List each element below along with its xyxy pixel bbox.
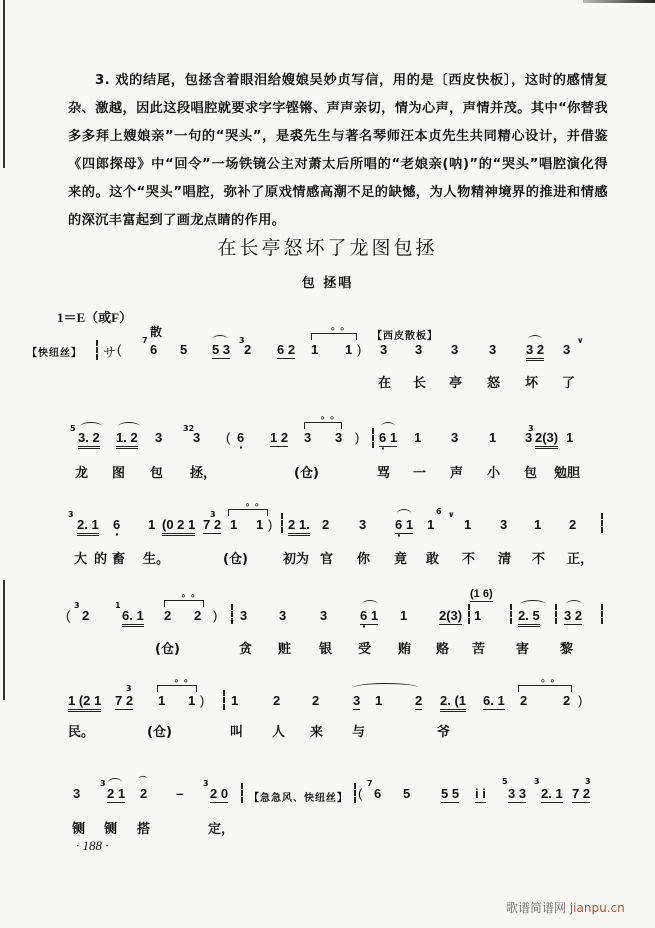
tempo-mark: 散 — [150, 325, 163, 339]
note: 3 3 — [508, 786, 527, 801]
note: 1 — [311, 342, 319, 357]
tremolo-mark — [157, 685, 197, 692]
score-line-1 — [0, 325, 655, 395]
note: 2 — [520, 693, 528, 708]
lyric: 人 — [272, 725, 286, 740]
prose-paragraph: 3. 戏的结尾，包拯含着眼泪给嫂娘吴妙贞写信，用的是〔西皮快板〕，这时的感情复杂、激越，因此这段唱腔就要求字字铿锵、声声亲切，情为心声，声情并茂。其中“你替我多多拜上嫂娘亲”一句的“哭头”，是裘先生与著名琴师汪本贞先生共同精心设计，并借鉴《四郎探母》中“回令”一场铁镜公主对萧太后所唱的“老娘亲(呐)”的“哭头”唱腔演化得来的。这个“哭头”唱腔，弥补了原戏情感高潮不足的缺憾，为人物精神境界的推进和情感的深沉丰富起到了画龙点睛的作用。 — [68, 73, 608, 228]
note: 5 5 — [441, 786, 460, 801]
note: 2 — [140, 786, 148, 801]
lyric: 坏 — [525, 376, 539, 391]
section-label: 【急急风、快纽丝】 — [249, 793, 348, 804]
lyric: 黎 — [560, 642, 574, 657]
lyric: 赃 — [278, 642, 292, 657]
note: サ — [103, 345, 117, 360]
note: 3 — [73, 786, 81, 801]
note: 2 — [273, 693, 281, 708]
note: 2. 5 — [518, 608, 540, 627]
lyric: 包 — [150, 466, 164, 481]
note: 7 2 — [572, 786, 591, 801]
note: 3 — [451, 342, 459, 357]
note: 6 1 · — [379, 430, 397, 447]
note: 6. 1 — [483, 693, 505, 708]
tremolo-mark — [518, 685, 572, 692]
note: ( — [226, 430, 231, 445]
note: 3 — [451, 430, 459, 445]
lyric: 一 — [413, 466, 427, 481]
grace-note: 3 — [100, 779, 106, 788]
score-line-2 — [0, 420, 655, 490]
section-label: 【西皮散板】 — [372, 331, 438, 342]
lyric: 骂 — [377, 466, 391, 481]
note: 2 1. — [288, 517, 310, 536]
note: ( — [66, 608, 71, 623]
note: 3 — [359, 517, 367, 532]
note: 3 — [489, 342, 497, 357]
bar-line — [468, 604, 470, 624]
lyric: 生。 — [143, 552, 170, 567]
note: 2. (1 — [440, 693, 466, 712]
lyric: 不 — [532, 552, 546, 567]
note: 5 — [180, 342, 188, 357]
note: 3 — [335, 430, 343, 445]
note: i i — [475, 786, 486, 801]
grace-note: 5 — [502, 777, 508, 786]
lyric: 怒 — [487, 376, 501, 391]
grace-note: 3 — [534, 777, 540, 786]
watermark — [506, 899, 625, 916]
note: 3 — [380, 342, 388, 357]
bar-line — [510, 604, 512, 624]
note: 3 — [155, 430, 163, 445]
lyric: 敢 — [426, 552, 440, 567]
watermark-site-name: 歌谱简谱网 — [506, 901, 567, 915]
note: 1 (2 1 — [68, 693, 101, 712]
note: – — [176, 786, 184, 801]
lyric: 小 — [487, 466, 501, 481]
lyric: 的 — [94, 552, 108, 567]
lyric: 长 — [413, 376, 427, 391]
bar-line — [354, 783, 356, 803]
grace-note: 5 — [70, 424, 76, 433]
grace-note: 3 — [68, 510, 74, 519]
note: 1 2 — [270, 430, 289, 445]
note: 3 — [193, 430, 201, 445]
page-edge-line — [3, 0, 5, 168]
lyric: 清 — [498, 552, 512, 567]
note: 2 — [563, 693, 571, 708]
grace-note: 32 — [183, 424, 195, 433]
note: ) — [578, 693, 583, 708]
score-line-4 — [0, 590, 655, 660]
note: 2. 1 — [541, 786, 563, 801]
note: 6 · — [237, 430, 244, 445]
note: 1 — [464, 517, 472, 532]
tremolo-mark — [164, 600, 204, 607]
key-signature: 1＝E（或F） — [57, 310, 133, 325]
lyric: 在 — [378, 376, 392, 391]
bar-line — [223, 690, 225, 710]
note: ) — [200, 693, 205, 708]
note: 1 — [231, 693, 239, 708]
note: 3 — [500, 517, 508, 532]
lyric: 民。 — [68, 725, 95, 740]
note: 1 — [427, 517, 435, 532]
bar-line — [372, 428, 374, 448]
note: 6 — [374, 786, 382, 801]
grace-note: 3 — [210, 510, 216, 519]
scan-edge — [583, 0, 655, 3]
lyric: 官 — [320, 552, 334, 567]
lyric: 正， — [567, 552, 594, 567]
lyric: 贿 — [398, 642, 412, 657]
lyric: 了 — [562, 376, 576, 391]
note: 6. 1 — [122, 608, 144, 627]
slur — [354, 683, 418, 692]
lyric: 定， — [208, 822, 235, 837]
note: 2 — [415, 693, 423, 708]
tremolo-mark — [304, 422, 342, 429]
note: 3 — [525, 430, 533, 445]
section-label: 【快纽丝】 — [27, 348, 82, 359]
note: 5 3 — [212, 342, 231, 357]
note: ) — [355, 430, 360, 445]
note: (1 6) — [470, 588, 493, 600]
note: 3 — [563, 342, 571, 357]
bar-line — [601, 604, 603, 624]
note: 1 — [345, 342, 353, 357]
note: ) — [357, 342, 362, 357]
note: 2 — [569, 517, 577, 532]
note: 2(3) — [439, 608, 463, 623]
bar-line — [281, 513, 283, 533]
note: 3 — [240, 608, 248, 623]
lyric: 大 — [74, 552, 88, 567]
grace-note: 7 — [367, 779, 373, 788]
note: 5 — [403, 786, 411, 801]
lyric: 贪 — [239, 642, 253, 657]
bar-line — [241, 783, 243, 803]
breath-mark: ∨ — [448, 510, 455, 519]
lyric: 勉 — [554, 466, 568, 481]
lyric: 亭 — [449, 376, 463, 391]
lyric: 与 — [352, 725, 366, 740]
lyric: (仓) — [155, 642, 180, 657]
grace-note: 3 — [126, 684, 132, 693]
lyric: 初为 — [283, 552, 310, 567]
note: 6 1 · — [360, 608, 378, 625]
note: ( — [117, 342, 122, 357]
lyric: 银 — [319, 642, 333, 657]
lyric: 铡 — [72, 822, 86, 837]
note: 7 2 — [115, 693, 134, 708]
note: 3 — [320, 608, 328, 623]
lyric: 叫 — [230, 725, 244, 740]
note: 3 — [353, 693, 361, 708]
bar-line — [96, 340, 98, 360]
bar-line — [231, 604, 233, 624]
note: 1 — [534, 517, 542, 532]
lyric: 畜 — [112, 552, 126, 567]
note: 2. 1 — [77, 517, 99, 536]
note: (0 2 1 — [162, 517, 195, 536]
grace-note: 7 — [142, 336, 148, 345]
lyric: 声 — [450, 466, 464, 481]
score-line-5 — [0, 680, 655, 750]
grace-note: 3 — [239, 336, 245, 345]
note: ) — [213, 608, 218, 623]
watermark-url: jianpu.cn — [569, 901, 625, 915]
grace-note: 1 — [115, 601, 121, 610]
note: 6 — [150, 342, 158, 357]
lyric: 竟 — [394, 552, 408, 567]
song-title: 在长亭怒坏了龙图包拯 — [217, 237, 438, 259]
fermata: ⌒ — [139, 776, 147, 785]
lyric: 爷 — [437, 725, 451, 740]
note: 6 · — [113, 517, 120, 532]
note: 1 — [489, 430, 497, 445]
note: 3 2 — [526, 342, 544, 361]
lyric: 来 — [310, 725, 324, 740]
note: 2(3) — [535, 430, 558, 449]
note: 1 — [375, 693, 383, 708]
lyric: 铡 — [104, 822, 118, 837]
lyric: 胆 — [567, 466, 581, 481]
note: 1 — [256, 517, 264, 532]
breath-mark: ∨ — [577, 336, 584, 345]
grace-note: 3 — [74, 601, 80, 610]
lyric: (仓) — [294, 466, 319, 481]
lyric: (仓) — [147, 725, 172, 740]
note: 3 — [304, 430, 312, 445]
lyric: 苦 — [472, 642, 486, 657]
note: 1 — [188, 693, 196, 708]
lyric: 你 — [357, 552, 371, 567]
bar-line — [555, 604, 557, 624]
tremolo-mark — [228, 509, 268, 516]
score-line-3 — [0, 505, 655, 575]
lyric: 不 — [462, 552, 476, 567]
note: 2 — [312, 693, 320, 708]
note: 6 2 — [277, 342, 296, 357]
lyric: 受 — [358, 642, 372, 657]
note: 1 — [474, 608, 482, 623]
lyric: 图 — [112, 466, 126, 481]
score-line-6 — [0, 775, 655, 845]
note: 2 — [164, 608, 172, 623]
note: 1 — [230, 517, 238, 532]
note: 2 — [82, 608, 90, 623]
lyric: 拯， — [190, 466, 217, 481]
lyric: 搭 — [137, 822, 151, 837]
note: 3 — [415, 342, 423, 357]
grace-note: 6 — [436, 507, 442, 516]
note: 3 2 — [564, 608, 583, 623]
note: 3 — [279, 608, 287, 623]
note: 6 1 · — [395, 517, 413, 534]
lyric: (仓) — [223, 552, 248, 567]
note: 2 — [194, 608, 202, 623]
prose-section — [68, 67, 608, 235]
note: ( — [358, 786, 363, 801]
tremolo-mark — [311, 333, 357, 340]
grace-note: 3 — [585, 777, 591, 786]
lyric: 赂 — [436, 642, 450, 657]
note: 3. 2 — [78, 430, 100, 449]
note: 2 — [322, 517, 330, 532]
note: ) — [268, 517, 273, 532]
note: 1. 2 — [116, 430, 138, 449]
lyric: 害 — [516, 642, 530, 657]
grace-note: 3 — [203, 779, 209, 788]
note: 7 2 — [203, 517, 222, 532]
note: 1 — [414, 430, 422, 445]
grace-note: 3 — [528, 424, 534, 433]
note: 2 0 — [210, 786, 229, 801]
note: 1 — [158, 693, 166, 708]
lyric: 包 — [524, 466, 538, 481]
note: 1 — [400, 608, 408, 623]
page-number: · 188 · — [76, 838, 109, 853]
singer-credit: 包 拯唱 — [301, 276, 354, 291]
note: 1 — [566, 430, 574, 445]
bar-line — [601, 513, 603, 533]
note: 2 1 — [107, 786, 126, 801]
lyric: 龙 — [75, 466, 89, 481]
note: 2 — [244, 342, 252, 357]
note: 1 — [148, 517, 156, 532]
